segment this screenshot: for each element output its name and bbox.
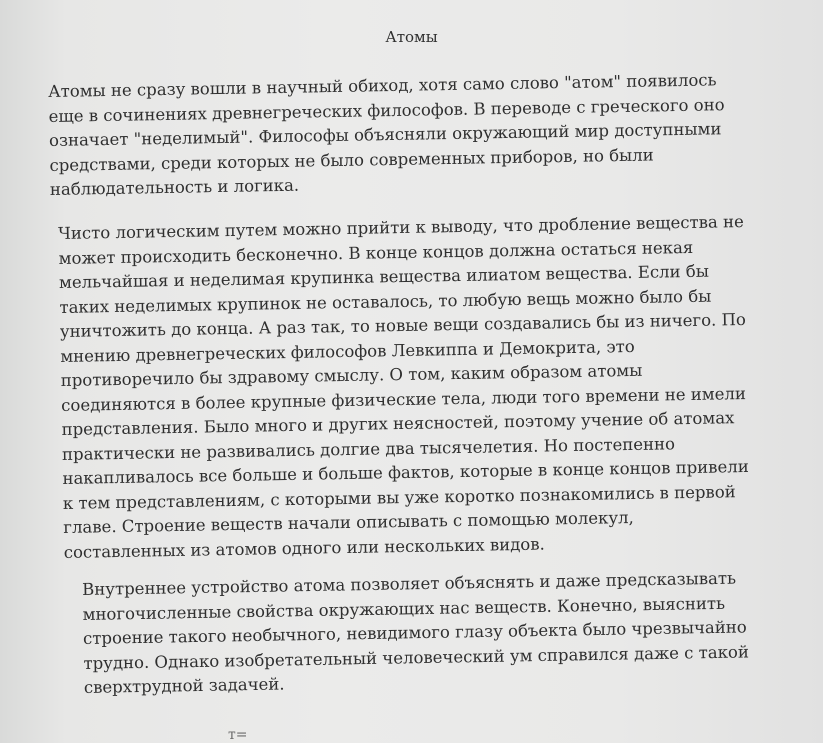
text-line: практически не развивались долгие два тысячелетия. Но постепенно — [61, 433, 676, 464]
text-line: уничтожить до конца. А раз так, то новые вещи создавались бы из ничего. По — [59, 310, 747, 341]
text-line: сверхтрудной задачей. — [83, 674, 285, 697]
text-line: трудно. Однако изобретательный человеческий ум справился даже с такой — [83, 641, 750, 673]
page-title: Атомы — [385, 28, 438, 46]
text-line: средствами, среди которых не было современных приборов, но были — [49, 144, 654, 175]
text-line: накапливалось все больше и больше фактов, которые в конце концов привели — [62, 456, 749, 488]
text-line: таких неделимых крупинок не оставалось, то любую вещь можно было бы — [59, 286, 712, 317]
text-line: наблюдательность и логика. — [49, 175, 300, 199]
text-line: Атомы не сразу вошли в научный обиход, хотя само слово "атом" появилось — [48, 70, 717, 101]
text-line: к тем представлениям, с которыми вы уже коротко познакомились в первой — [62, 481, 736, 513]
paragraph-1 — [48, 68, 726, 202]
text-line: многочисленные свойства окружающих нас веществ. Конечно, выяснить — [82, 593, 726, 624]
paragraph-3 — [82, 566, 750, 700]
text-line: означает "неделимый". Философы объясняли окружающий мир доступными — [48, 119, 722, 150]
text-line: мнению древнегреческих философов Левкиппа и Демокрита, это — [60, 336, 635, 366]
text-line: противоречило бы здравому смыслу. О том, каким образом атомы — [60, 360, 643, 390]
paragraph-2 — [58, 210, 750, 565]
text-line: представления. Было много и других неясностей, поэтому учение об атомах — [61, 408, 735, 439]
text-line: мельчайшая и неделимая крупинка вещества илиатом вещества. Если бы — [58, 261, 710, 292]
text-line: еще в сочинениях древнегреческих философов. В переводе с греческого оно — [48, 94, 725, 126]
bottom-text-fragment: т= — [228, 727, 248, 743]
text-line: Чисто логическим путем можно прийти к выводу, что дробление вещества не — [58, 212, 744, 243]
text-line: может происходить бесконечно. В конце концов должна остаться некая — [58, 237, 694, 268]
text-line: строение такого необычного, невидимого глазу объекта было чрезвычайно — [82, 617, 747, 648]
text-line: составленных из атомов одного или нескольких видов. — [63, 534, 545, 562]
text-line: Внутреннее устройство атома позволяет объяснять и даже предсказывать — [82, 568, 737, 599]
text-line: главе. Строение веществ начали описывать с помощью молекул, — [63, 507, 634, 537]
text-line: соединяются в более крупные физические тела, люди того времени не имели — [61, 383, 747, 415]
